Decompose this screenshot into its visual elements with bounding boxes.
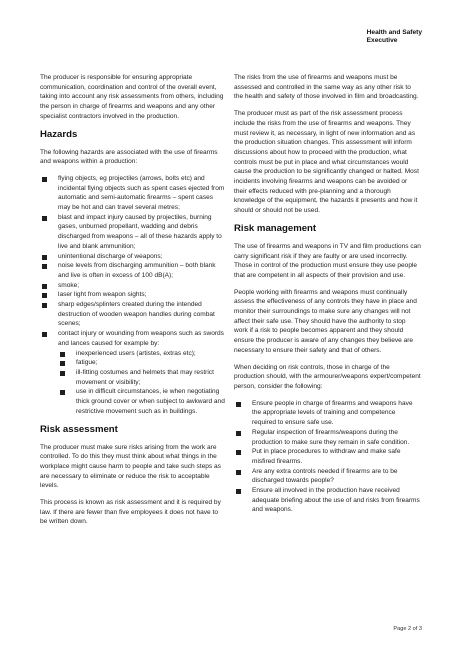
risk-assessment-paragraph: The producer must make sure risks arising from the work are controlled. To do this they must think about what things in the workplace might cause harm to people and take such steps as are necessary to eliminate or reduce the risk to acceptable levels.	[40, 443, 221, 490]
list-item: sharp edges/splinters created during the intended destruction of wooden weapon handles during combat scenes;	[40, 300, 225, 329]
bullet-square-icon	[236, 431, 241, 436]
risks-paragraph: The producer must as part of the risk assessment process include the risks from the use of firearms and weapons. They must review it, as necessary, in light of new information and as the production situation changes. This assessment will inform discussions about how to proceed with the production, what controls must be put in place and what circumstances would cause the production to be significantly changed or halted. Most incidents involving firearms and weapons can be avoided or their effects reduced with pre-planning and a thorough knowledge of the equipment, the hazards it presents and how it should or should not be used.	[234, 110, 419, 215]
risk-management-paragraph: The use of firearms and weapons in TV and film productions can carry significant risk if they are faulty or are used incorrectly. Those in control of the production must ensure they use people that are competent in all aspects of their provision and use.	[234, 242, 421, 279]
hazards-intro: The following hazards are associated with the use of firearms and weapons within a production:	[40, 148, 218, 166]
risk-management-paragraph: When deciding on risk controls, those in charge of the production should, with the armourer/weapons expert/competent person, consider the following:	[234, 363, 421, 390]
intro-paragraph: The producer is responsible for ensuring appropriate communication, coordination and control of the overall event, taking into account any risk assessments from others, including the person in charge of firearms and weapons and any other specialist contractors involved in the production.	[40, 74, 224, 120]
list-item: contact injury or wounding from weapons such as swords and lances caused for example by: inexperienced users (artistes, extras etc); fatigue; ill-fitting costumes and helmets that may restrict movement or visibility; use in difficult circumstances, ie when negotiating thick ground cover or when subject to awkward and restrictive movement such as in buildings.	[40, 329, 225, 416]
sub-hazards-list	[58, 349, 225, 417]
bullet-square-icon	[236, 470, 241, 475]
list-item: Are any extra controls needed if firearms are to be discharged towards people?	[234, 467, 421, 486]
bullet-square-icon	[236, 450, 241, 455]
bullet-square-icon	[60, 390, 65, 395]
list-item: Ensure all involved in the production have received adequate briefing about the use of and risks from firearms and weapons.	[234, 486, 421, 515]
bullet-square-icon	[60, 371, 65, 376]
list-item: blast and impact injury caused by projectiles, burning gases, unburned propellant, wadding and debris discharged from weapons – all of these hazards apply to live and blank ammunition;	[40, 213, 225, 252]
risk-management-paragraph: People working with firearms and weapons must continually assess the effectiveness of any controls they have in place and monitor their surroundings to make sure any changes will not affect their safe use. They should have the authority to stop work if a risk to people becomes apparent and they should ensure the producer is aware of any changes they believe are necessary to ensure their safety and that of others.	[234, 288, 417, 354]
list-item: Regular inspection of firearms/weapons during the production to make sure they remain in safe condition.	[234, 428, 421, 447]
header-org-line1: Health and Safety	[366, 29, 422, 36]
bullet-square-icon	[42, 293, 47, 298]
page-number: Page 2 of 3	[393, 626, 422, 632]
bullet-square-icon	[60, 352, 65, 357]
bullet-square-icon	[42, 303, 47, 308]
risk-management-heading: Risk management	[234, 222, 317, 234]
bullet-square-icon	[60, 361, 65, 366]
list-item: flying objects, eg projectiles (arrows, bolts etc) and incidental flying objects such as spent cases ejected from automatic and semi-automatic firearms – spent cases may be hot and can travel several metres;	[40, 174, 225, 213]
hazards-list	[40, 174, 225, 417]
list-item: Put in place procedures to withdraw and make safe misfired firearms.	[234, 447, 421, 466]
header-org-line2: Executive	[366, 37, 398, 44]
list-item: noise levels from discharging ammunition – both blank and live is often in excess of 100 dB(A);	[40, 261, 225, 280]
hazards-heading: Hazards	[40, 128, 78, 140]
list-item: ill-fitting costumes and helmets that may restrict movement or visibility;	[58, 368, 225, 387]
list-item: use in difficult circumstances, ie when negotiating thick ground cover or when subject to awkward and restrictive movement such as in buildings.	[58, 387, 225, 416]
list-item: smoke;	[40, 281, 225, 291]
bullet-square-icon	[42, 332, 47, 337]
bullet-square-icon	[236, 489, 241, 494]
bullet-square-icon	[42, 284, 47, 289]
list-item: Ensure people in charge of firearms and weapons have the appropriate levels of training and competence required to ensure safe use.	[234, 399, 421, 428]
risk-assessment-heading: Risk assessment	[40, 423, 118, 435]
bullet-square-icon	[42, 177, 47, 182]
bullet-square-icon	[42, 264, 47, 269]
list-item: inexperienced users (artistes, extras etc);	[58, 349, 225, 359]
list-item: unintentional discharge of weapons;	[40, 252, 225, 262]
bullet-square-icon	[42, 216, 47, 221]
bullet-square-icon	[42, 255, 47, 260]
right-column	[234, 73, 421, 522]
risks-paragraph: The risks from the use of firearms and weapons must be assessed and controlled in the same way as any other risk to the health and safety of those involved in film and broadcasting.	[234, 74, 419, 101]
controls-list	[234, 399, 421, 515]
list-item: laser light from weapon sights;	[40, 290, 225, 300]
risk-assessment-paragraph: This process is known as risk assessment and it is required by law. If there are fewer than five employees it does not have to be written down.	[40, 499, 221, 526]
left-column	[40, 73, 225, 534]
list-item: fatigue;	[58, 358, 225, 368]
bullet-square-icon	[236, 402, 241, 407]
page-header	[367, 29, 422, 45]
